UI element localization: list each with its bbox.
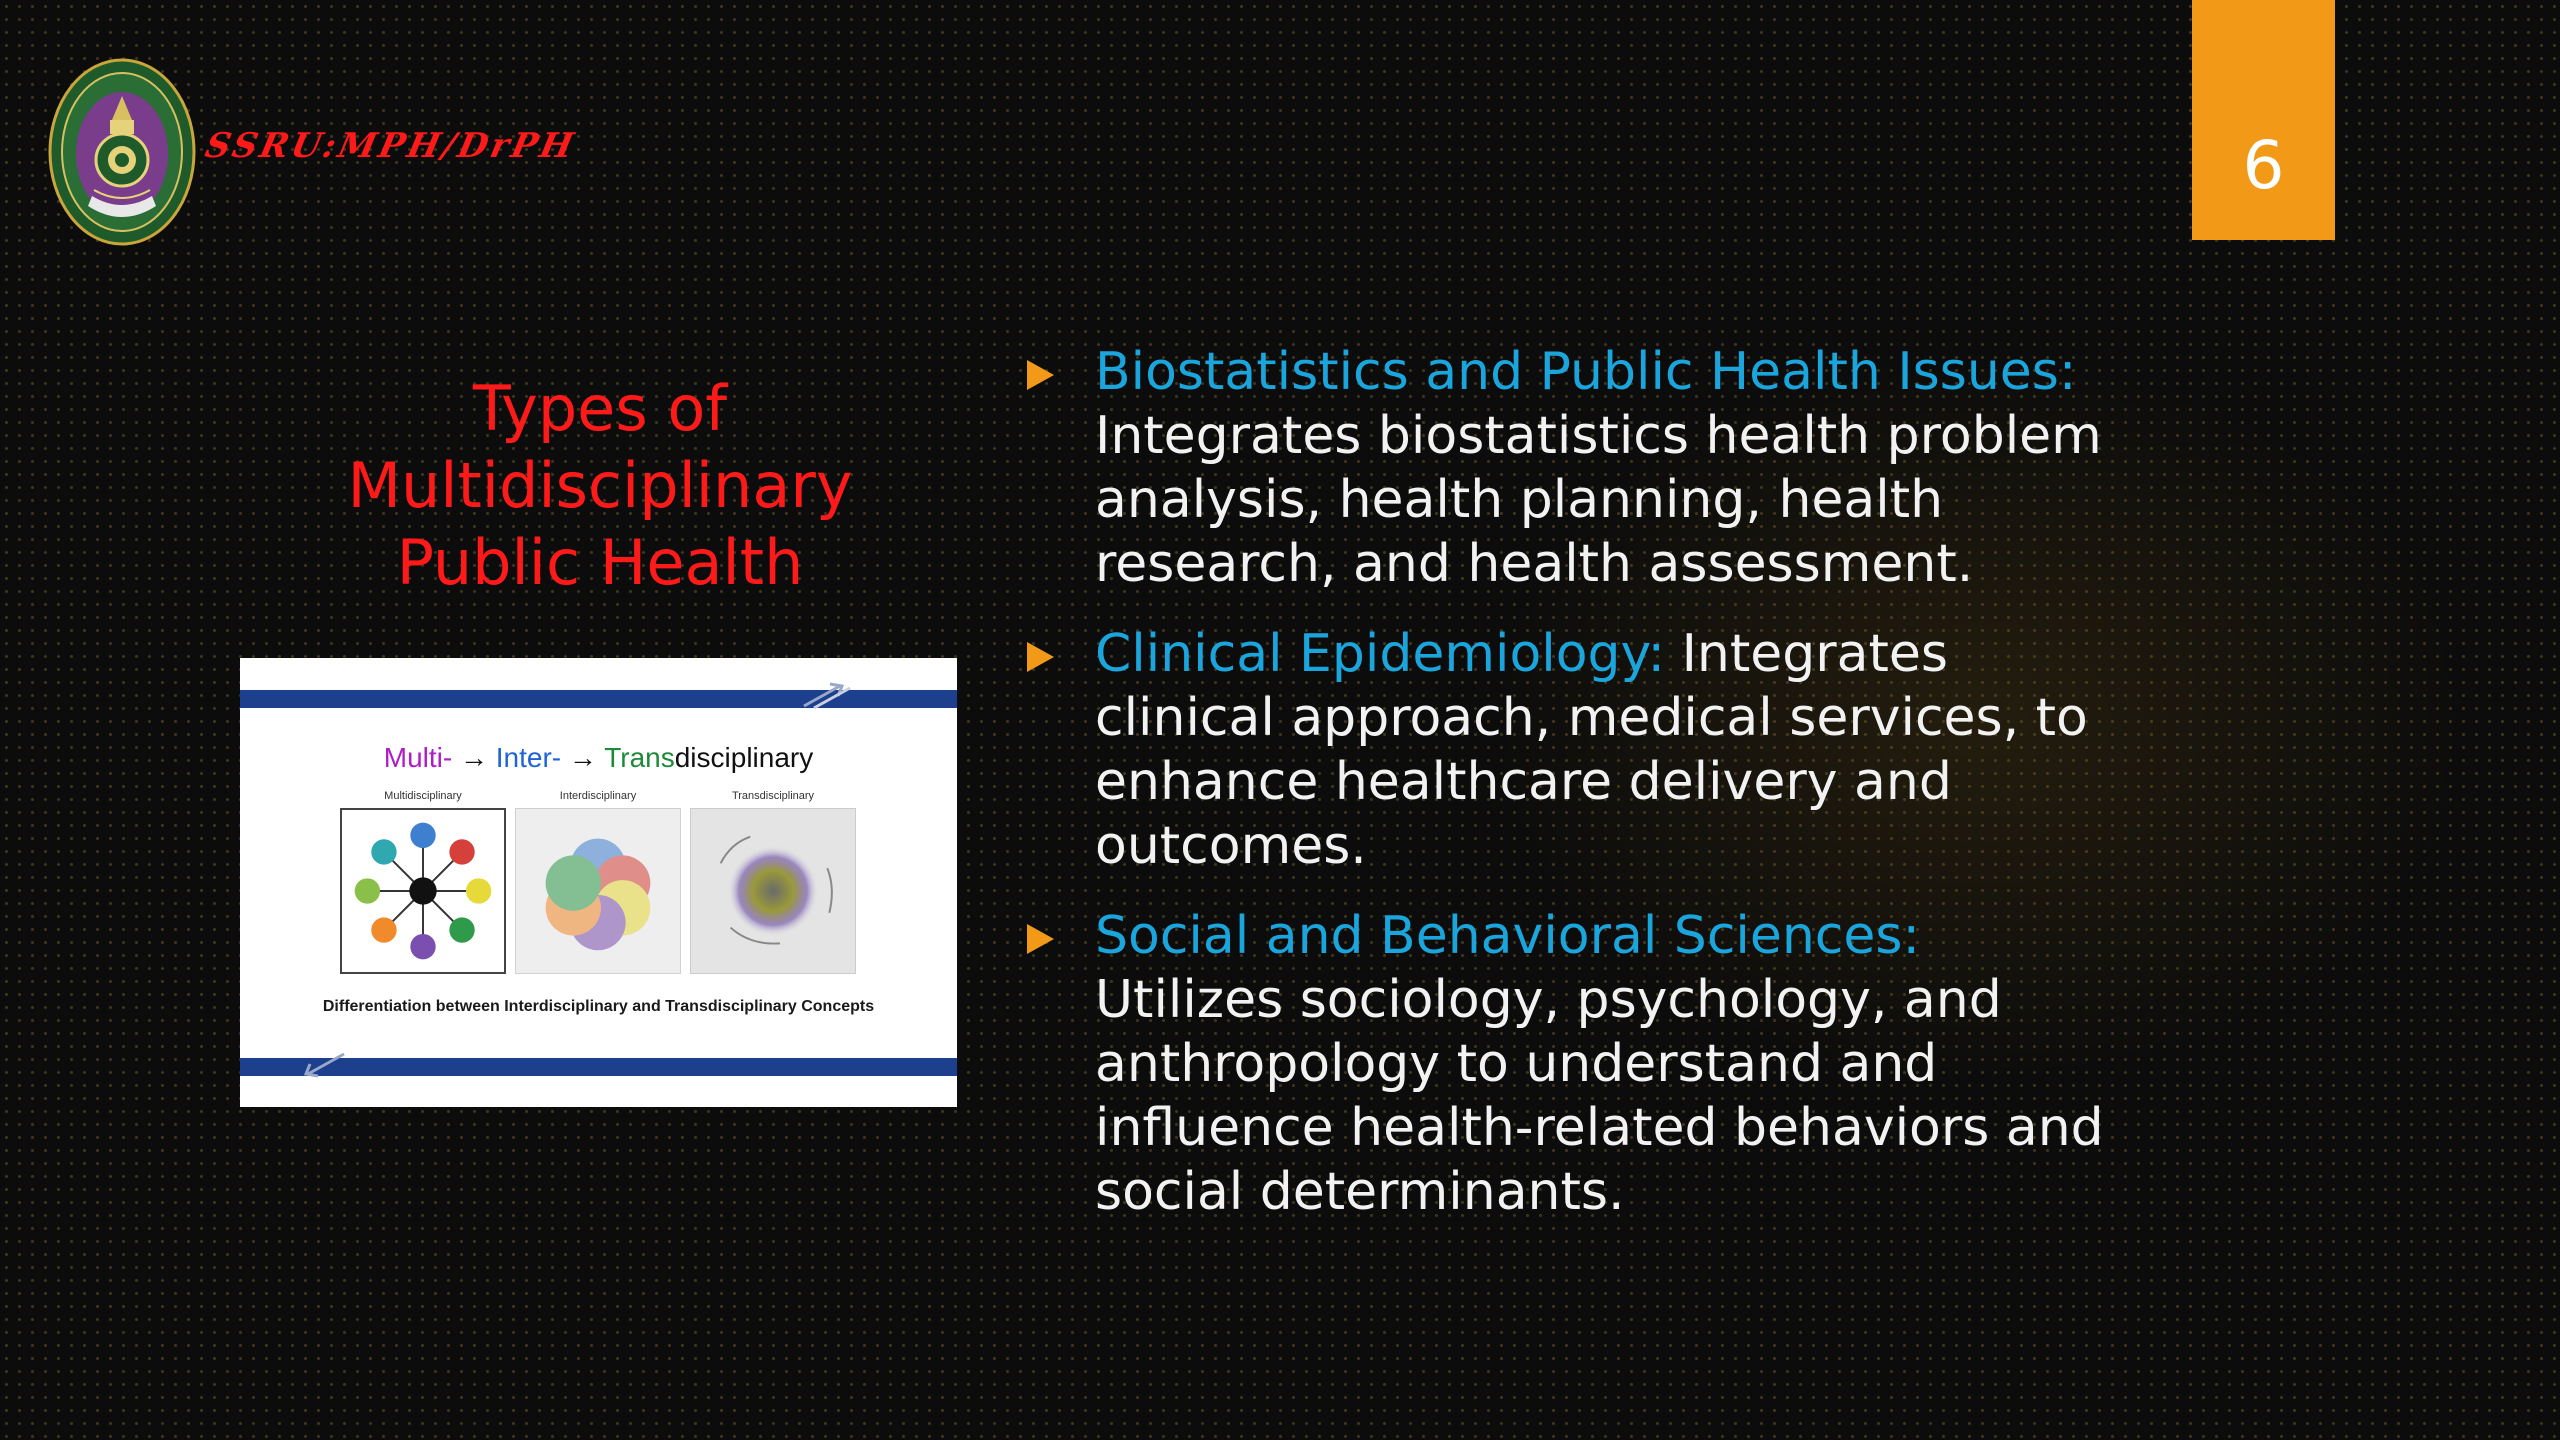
bullet-item [1020, 622, 2120, 878]
page-number: 6 [2242, 127, 2285, 204]
bullet-text: Integrates clinical approach, medical services, to enhance healthcare delivery and outcomes. [1095, 624, 2088, 876]
slide-title [300, 370, 900, 601]
triangle-bullet-icon [1027, 642, 1054, 672]
university-seal-icon [48, 56, 196, 248]
bullet-text: Integrates biostatistics health problem analysis, health planning, health research, and health assessment. [1095, 406, 2102, 594]
disciplinarity-figure [240, 658, 957, 1107]
multidisciplinary-diagram [340, 808, 506, 974]
bullet-list [1020, 340, 2120, 1250]
interdisciplinary-diagram [515, 808, 681, 974]
triangle-bullet-icon [1027, 360, 1054, 390]
slide-title-line-3: Public Health [396, 526, 804, 599]
brand-label: SSRU:MPH/DrPH [201, 126, 580, 166]
bullet-item [1020, 904, 2120, 1224]
page-number-badge [2192, 0, 2335, 240]
right-arrow-icon: → [459, 742, 488, 773]
decorative-arrow-icon [800, 680, 860, 710]
bullet-heading: Social and Behavioral Sciences: [1095, 906, 1920, 966]
bullet-heading: Biostatistics and Public Health Issues: [1095, 342, 2077, 402]
figure-heading-rest: disciplinary [674, 742, 814, 773]
slide-title-line-2: Multidisciplinary [347, 449, 853, 522]
slide-title-line-1: Types of [472, 372, 728, 445]
panel-label-trans: Transdisciplinary [731, 790, 815, 802]
figure-heading-inter: Inter- [495, 742, 562, 773]
figure-heading-trans: Trans [604, 742, 675, 773]
panel-label-inter: Interdisciplinary [559, 790, 637, 802]
bullet-item [1020, 340, 2120, 596]
figure-heading [240, 742, 957, 774]
triangle-bullet-icon [1027, 924, 1054, 954]
bullet-heading: Clinical Epidemiology: [1095, 624, 1682, 684]
panel-label-multi: Multidisciplinary [384, 790, 462, 802]
bullet-text: Utilizes sociology, psychology, and anthropology to understand and influence health-related behaviors and social determinants. [1095, 970, 2104, 1222]
right-arrow-icon: → [568, 742, 597, 773]
figure-caption: Differentiation between Interdisciplinary and Transdisciplinary Concepts [322, 998, 875, 1015]
figure-heading-multi: Multi- [383, 742, 453, 773]
decorative-arrow-icon [288, 1050, 348, 1080]
transdisciplinary-diagram [690, 808, 856, 974]
